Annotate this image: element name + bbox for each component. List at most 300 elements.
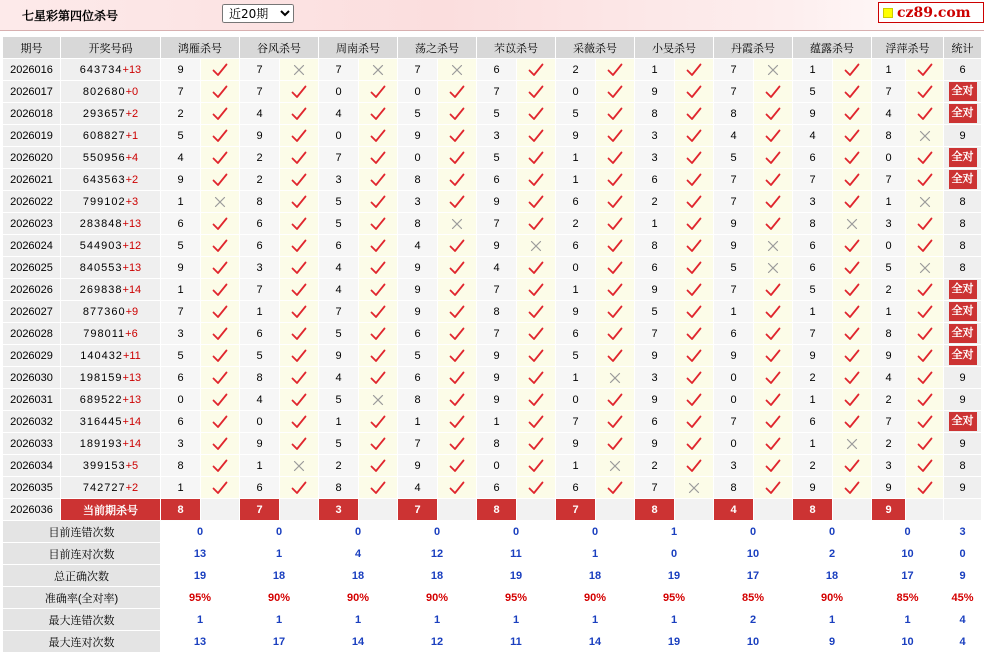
- current-kill-number: 7: [556, 499, 596, 521]
- check-icon: [359, 367, 398, 389]
- kill-number-cell: 7: [477, 323, 517, 345]
- check-icon: [517, 367, 556, 389]
- summary-value: 12: [398, 631, 477, 653]
- check-icon: [675, 103, 714, 125]
- check-icon: [833, 323, 872, 345]
- kill-number-cell: 7: [872, 169, 906, 191]
- digit-sum: +2: [125, 173, 139, 186]
- current-blank-cell: [517, 499, 556, 521]
- kill-number-cell: 5: [714, 257, 754, 279]
- all-correct-badge: 全对: [949, 280, 977, 299]
- check-icon: [359, 103, 398, 125]
- check-icon: [201, 169, 240, 191]
- kill-number-cell: 2: [319, 455, 359, 477]
- kill-number-cell: 9: [477, 345, 517, 367]
- check-icon: [596, 389, 635, 411]
- kill-number-cell: 1: [240, 455, 280, 477]
- kill-number-cell: 5: [240, 345, 280, 367]
- kill-number-cell: 9: [714, 345, 754, 367]
- summary-label: 目前连对次数: [3, 543, 161, 565]
- kill-number-cell: 2: [556, 213, 596, 235]
- summary-row: [3, 631, 982, 653]
- kill-number-cell: 5: [714, 147, 754, 169]
- kill-number-cell: 6: [240, 213, 280, 235]
- current-blank-cell: [280, 499, 319, 521]
- kill-number-cell: 7: [714, 81, 754, 103]
- period-range-select[interactable]: [222, 4, 294, 23]
- kill-number-cell: 9: [714, 213, 754, 235]
- check-icon: [833, 455, 872, 477]
- check-icon: [517, 455, 556, 477]
- cross-icon: [833, 433, 872, 455]
- summary-value: 2: [714, 609, 793, 631]
- kill-number-cell: 5: [872, 257, 906, 279]
- table-row: [3, 257, 982, 279]
- check-icon: [438, 191, 477, 213]
- check-icon: [833, 411, 872, 433]
- kill-number-cell: 4: [714, 125, 754, 147]
- expert-header: 谷风杀号: [240, 37, 319, 59]
- kill-number-cell: 9: [161, 169, 201, 191]
- check-icon: [596, 323, 635, 345]
- check-icon: [596, 477, 635, 499]
- kill-number-cell: 7: [240, 279, 280, 301]
- kill-number-cell: 6: [556, 191, 596, 213]
- kill-number-cell: 1: [872, 59, 906, 81]
- check-icon: [438, 81, 477, 103]
- summary-value: 90%: [793, 587, 872, 609]
- brand-square-icon: [883, 8, 893, 18]
- expert-header: 芣苡杀号: [477, 37, 556, 59]
- kill-number-cell: 5: [319, 191, 359, 213]
- table-row: [3, 235, 982, 257]
- check-icon: [675, 257, 714, 279]
- period-cell: 2026021: [3, 169, 61, 191]
- check-icon: [675, 323, 714, 345]
- kill-number-cell: 8: [398, 213, 438, 235]
- kill-number-cell: 9: [477, 235, 517, 257]
- winning-number-cell: [61, 59, 161, 81]
- check-icon: [675, 455, 714, 477]
- check-icon: [754, 367, 793, 389]
- kill-number-cell: 4: [872, 103, 906, 125]
- check-icon: [359, 81, 398, 103]
- kill-number-cell: 9: [635, 389, 675, 411]
- kill-number-cell: 7: [161, 301, 201, 323]
- kill-number-cell: 1: [161, 191, 201, 213]
- check-icon: [201, 477, 240, 499]
- check-icon: [906, 411, 944, 433]
- kill-number-cell: 7: [714, 411, 754, 433]
- check-icon: [833, 147, 872, 169]
- summary-row: [3, 543, 982, 565]
- summary-value: 1: [398, 609, 477, 631]
- summary-value: 10: [714, 631, 793, 653]
- brand-logo[interactable]: [878, 2, 984, 23]
- check-icon: [906, 81, 944, 103]
- kill-number-cell: 6: [556, 235, 596, 257]
- kill-number-cell: 6: [556, 323, 596, 345]
- kill-number-cell: 2: [872, 433, 906, 455]
- cross-icon: [906, 257, 944, 279]
- table-row: [3, 125, 982, 147]
- kill-number-cell: 3: [635, 147, 675, 169]
- summary-value: 0: [872, 521, 944, 543]
- current-blank-cell: [201, 499, 240, 521]
- kill-number-cell: 9: [398, 279, 438, 301]
- check-icon: [359, 191, 398, 213]
- check-icon: [438, 433, 477, 455]
- period-cell: 2026024: [3, 235, 61, 257]
- check-icon: [280, 477, 319, 499]
- summary-value: 0: [398, 521, 477, 543]
- cross-icon: [754, 235, 793, 257]
- current-blank-cell: [675, 499, 714, 521]
- summary-value: 9: [944, 565, 982, 587]
- kill-number-cell: 1: [556, 147, 596, 169]
- kill-number-cell: 5: [556, 103, 596, 125]
- kill-number-cell: 5: [398, 345, 438, 367]
- kill-number-cell: 1: [793, 389, 833, 411]
- kill-number-cell: 4: [398, 235, 438, 257]
- check-icon: [201, 389, 240, 411]
- kill-number-cell: 4: [319, 103, 359, 125]
- check-icon: [906, 59, 944, 81]
- table-row: [3, 59, 982, 81]
- digit-sum: +13: [122, 393, 142, 406]
- check-icon: [675, 367, 714, 389]
- stat-cell: 9: [944, 367, 982, 389]
- kill-number-cell: 6: [477, 477, 517, 499]
- check-icon: [754, 213, 793, 235]
- kill-number-cell: 7: [635, 323, 675, 345]
- kill-number-cell: 3: [714, 455, 754, 477]
- period-cell: 2026017: [3, 81, 61, 103]
- summary-value: 1: [161, 609, 240, 631]
- check-icon: [280, 389, 319, 411]
- kill-number-cell: 7: [793, 169, 833, 191]
- top-bar: [0, 0, 984, 31]
- digit-sum: +13: [122, 371, 142, 384]
- expert-header: 采薇杀号: [556, 37, 635, 59]
- current-blank-cell: [596, 499, 635, 521]
- kill-number-cell: 2: [240, 169, 280, 191]
- kill-number-cell: 7: [240, 59, 280, 81]
- check-icon: [438, 103, 477, 125]
- kill-number-cell: 6: [240, 323, 280, 345]
- winning-digits: 399153: [82, 459, 126, 472]
- digit-sum: +6: [125, 327, 138, 340]
- winning-number-cell: [61, 389, 161, 411]
- winning-digits: 877360: [82, 305, 126, 318]
- kill-number-cell: 0: [714, 367, 754, 389]
- kill-number-cell: 6: [714, 323, 754, 345]
- summary-row: [3, 587, 982, 609]
- kill-number-cell: 9: [793, 477, 833, 499]
- check-icon: [438, 235, 477, 257]
- kill-number-cell: 4: [872, 367, 906, 389]
- check-icon: [438, 345, 477, 367]
- check-icon: [833, 59, 872, 81]
- table-row: [3, 301, 982, 323]
- kill-number-cell: 5: [477, 147, 517, 169]
- kill-number-cell: 2: [161, 103, 201, 125]
- kill-number-cell: 1: [556, 169, 596, 191]
- kill-number-cell: 5: [477, 103, 517, 125]
- table-row: [3, 191, 982, 213]
- period-cell: 2026033: [3, 433, 61, 455]
- winning-digits: 189193: [79, 437, 123, 450]
- winning-number-cell: [61, 477, 161, 499]
- winning-number-cell: [61, 169, 161, 191]
- check-icon: [201, 147, 240, 169]
- kill-number-cell: 7: [714, 169, 754, 191]
- kill-number-cell: 3: [635, 125, 675, 147]
- check-icon: [280, 147, 319, 169]
- kill-number-cell: 8: [398, 169, 438, 191]
- check-icon: [833, 345, 872, 367]
- winning-number-cell: [61, 279, 161, 301]
- check-icon: [280, 235, 319, 257]
- summary-value: 18: [793, 565, 872, 587]
- kill-number-cell: 9: [635, 345, 675, 367]
- stat-cell: 9: [944, 125, 982, 147]
- kill-number-cell: 4: [161, 147, 201, 169]
- kill-number-cell: 9: [398, 455, 438, 477]
- summary-value: 1: [872, 609, 944, 631]
- winning-digits: 316445: [79, 415, 123, 428]
- summary-value: 17: [872, 565, 944, 587]
- digit-sum: +0: [125, 85, 139, 98]
- winning-digits: 198159: [79, 371, 123, 384]
- all-correct-badge: 全对: [949, 170, 977, 189]
- summary-value: 1: [635, 609, 714, 631]
- kill-number-cell: 6: [240, 477, 280, 499]
- summary-row: [3, 521, 982, 543]
- kill-number-cell: 7: [240, 81, 280, 103]
- check-icon: [438, 323, 477, 345]
- check-icon: [517, 191, 556, 213]
- check-icon: [280, 125, 319, 147]
- stat-cell: 8: [944, 213, 982, 235]
- period-cell: 2026031: [3, 389, 61, 411]
- summary-value: 1: [556, 543, 635, 565]
- check-icon: [280, 345, 319, 367]
- cross-icon: [754, 59, 793, 81]
- summary-value: 0: [635, 543, 714, 565]
- check-icon: [596, 59, 635, 81]
- winning-digits: 742727: [82, 481, 126, 494]
- winning-digits: 544903: [79, 239, 123, 252]
- summary-value: 0: [477, 521, 556, 543]
- winning-number-cell: [61, 235, 161, 257]
- kill-number-cell: 6: [161, 411, 201, 433]
- winning-number-cell: [61, 323, 161, 345]
- stat-cell: [944, 81, 982, 103]
- kill-number-cell: 9: [477, 191, 517, 213]
- kill-number-cell: 6: [793, 235, 833, 257]
- summary-value: 95%: [161, 587, 240, 609]
- winning-number-cell: [61, 433, 161, 455]
- check-icon: [596, 169, 635, 191]
- current-blank-cell: [906, 499, 944, 521]
- kill-number-cell: 1: [240, 301, 280, 323]
- expert-header: 丹霞杀号: [714, 37, 793, 59]
- check-icon: [596, 257, 635, 279]
- summary-value: 18: [556, 565, 635, 587]
- current-kill-number: 8: [793, 499, 833, 521]
- check-icon: [596, 279, 635, 301]
- check-icon: [833, 125, 872, 147]
- kill-number-cell: 2: [240, 147, 280, 169]
- kill-number-cell: 1: [398, 411, 438, 433]
- summary-label: 总正确次数: [3, 565, 161, 587]
- table-row: [3, 169, 982, 191]
- kill-number-cell: 6: [635, 257, 675, 279]
- check-icon: [438, 367, 477, 389]
- stat-cell: [944, 323, 982, 345]
- check-icon: [596, 125, 635, 147]
- kill-number-cell: 0: [398, 81, 438, 103]
- table-row: [3, 345, 982, 367]
- check-icon: [906, 213, 944, 235]
- kill-number-cell: 6: [398, 367, 438, 389]
- kill-number-cell: 0: [872, 235, 906, 257]
- all-correct-badge: 全对: [949, 148, 977, 167]
- check-icon: [675, 345, 714, 367]
- summary-value: 10: [714, 543, 793, 565]
- check-icon: [833, 235, 872, 257]
- current-blank-cell: [754, 499, 793, 521]
- winning-number-cell: [61, 301, 161, 323]
- check-icon: [517, 81, 556, 103]
- summary-value: 17: [240, 631, 319, 653]
- check-icon: [754, 301, 793, 323]
- period-cell: 2026020: [3, 147, 61, 169]
- check-icon: [438, 147, 477, 169]
- cross-icon: [438, 59, 477, 81]
- winning-digits: 140432: [80, 349, 123, 362]
- kill-number-cell: 7: [714, 59, 754, 81]
- check-icon: [675, 169, 714, 191]
- check-icon: [754, 411, 793, 433]
- summary-value: 10: [872, 631, 944, 653]
- kill-number-cell: 5: [635, 301, 675, 323]
- kill-number-cell: 6: [793, 257, 833, 279]
- current-period-cell: 2026036: [3, 499, 61, 521]
- table-row: [3, 389, 982, 411]
- digit-sum: +9: [125, 305, 139, 318]
- kill-number-cell: 9: [872, 477, 906, 499]
- check-icon: [517, 433, 556, 455]
- check-icon: [906, 477, 944, 499]
- kill-number-cell: 8: [872, 125, 906, 147]
- check-icon: [280, 81, 319, 103]
- cross-icon: [280, 59, 319, 81]
- kill-number-cell: 9: [635, 81, 675, 103]
- check-icon: [833, 389, 872, 411]
- check-icon: [280, 191, 319, 213]
- check-icon: [201, 257, 240, 279]
- check-icon: [596, 147, 635, 169]
- check-icon: [201, 367, 240, 389]
- kill-number-cell: 6: [477, 59, 517, 81]
- current-blank-cell: [438, 499, 477, 521]
- check-icon: [359, 477, 398, 499]
- expert-header: 鸿雁杀号: [161, 37, 240, 59]
- check-icon: [754, 103, 793, 125]
- kill-number-cell: 6: [793, 147, 833, 169]
- kill-number-cell: 8: [319, 477, 359, 499]
- kill-number-cell: 3: [161, 433, 201, 455]
- kill-number-cell: 0: [477, 455, 517, 477]
- expert-header: 周南杀号: [319, 37, 398, 59]
- summary-value: 85%: [872, 587, 944, 609]
- check-icon: [359, 235, 398, 257]
- digit-sum: +4: [125, 151, 139, 164]
- kill-number-cell: 4: [319, 257, 359, 279]
- stat-cell: [944, 103, 982, 125]
- kill-number-cell: 9: [477, 367, 517, 389]
- cross-icon: [596, 455, 635, 477]
- check-icon: [201, 455, 240, 477]
- kill-number-cell: 5: [793, 81, 833, 103]
- summary-label: 最大连对次数: [3, 631, 161, 653]
- kill-number-cell: 1: [793, 433, 833, 455]
- winning-digits: 269838: [79, 283, 123, 296]
- check-icon: [596, 191, 635, 213]
- check-icon: [359, 213, 398, 235]
- check-icon: [833, 367, 872, 389]
- check-icon: [201, 279, 240, 301]
- check-icon: [517, 345, 556, 367]
- kill-number-cell: 8: [240, 191, 280, 213]
- check-icon: [201, 301, 240, 323]
- period-header: 期号: [3, 37, 61, 59]
- check-icon: [596, 433, 635, 455]
- summary-value: 13: [161, 631, 240, 653]
- check-icon: [517, 213, 556, 235]
- brand-text: cz89.com: [897, 4, 971, 21]
- cross-icon: [517, 235, 556, 257]
- kill-number-cell: 1: [319, 411, 359, 433]
- check-icon: [517, 147, 556, 169]
- period-cell: 2026016: [3, 59, 61, 81]
- summary-row: [3, 565, 982, 587]
- kill-number-cell: 9: [161, 257, 201, 279]
- winning-digits: 293657: [82, 107, 126, 120]
- check-icon: [359, 301, 398, 323]
- summary-value: 11: [477, 631, 556, 653]
- check-icon: [675, 81, 714, 103]
- current-kill-number: 3: [319, 499, 359, 521]
- kill-number-cell: 8: [477, 301, 517, 323]
- cross-icon: [438, 213, 477, 235]
- expert-header: 浮萍杀号: [872, 37, 944, 59]
- kill-number-cell: 8: [793, 213, 833, 235]
- winning-number-cell: [61, 257, 161, 279]
- summary-value: 14: [556, 631, 635, 653]
- period-cell: 2026023: [3, 213, 61, 235]
- digit-sum: +14: [122, 437, 142, 450]
- kill-number-cell: 5: [161, 345, 201, 367]
- winning-digits: 643563: [82, 173, 126, 186]
- kill-number-cell: 6: [635, 169, 675, 191]
- kill-number-cell: 0: [319, 81, 359, 103]
- kill-number-cell: 8: [477, 433, 517, 455]
- check-icon: [280, 213, 319, 235]
- digit-sum: +1: [125, 129, 139, 142]
